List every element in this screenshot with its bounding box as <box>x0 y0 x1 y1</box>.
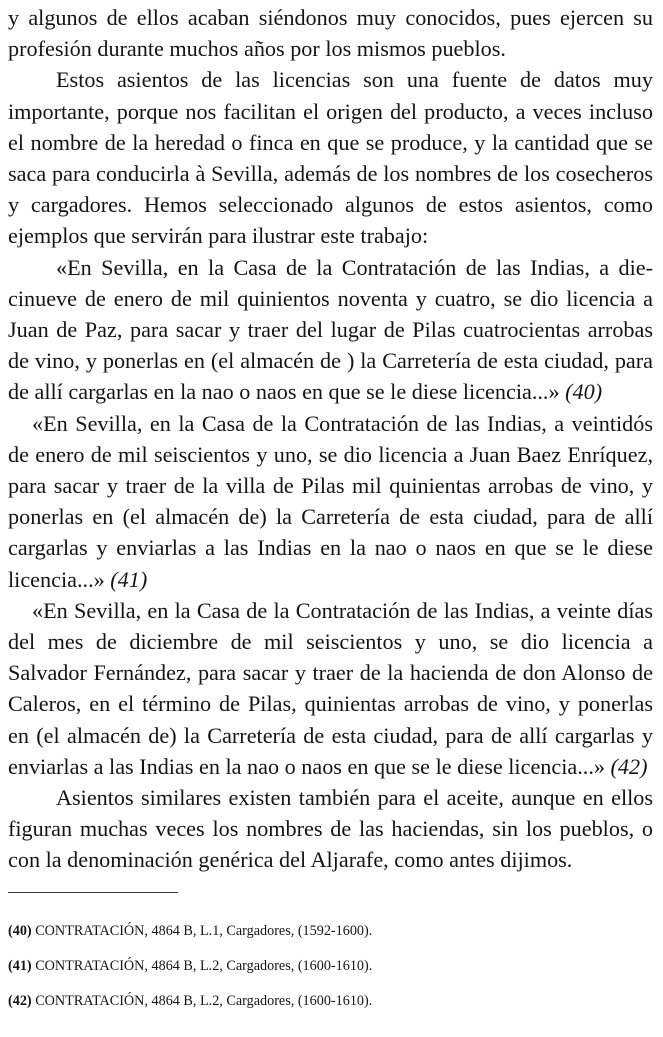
quote-2-footnote-ref[interactable]: (41) <box>110 566 148 592</box>
footnote-number: (40) <box>8 923 32 939</box>
paragraph-3 <box>8 782 653 876</box>
footnote-42 <box>8 992 653 1011</box>
paragraph-1-text: y algunos de ellos acaban siéndonos muy conocidos, pues ejercen su profesión durante muchos años por los mismos pueblos. <box>8 5 653 62</box>
paragraph-1 <box>8 2 653 64</box>
quote-2 <box>8 408 653 595</box>
footnote-40 <box>8 922 653 941</box>
paragraph-3-text: Asientos similares existen también para el aceite, aunque en ellos figuran muchas veces los nombres de las haciendas, sin los pueblos, o con la denominación genérica del Aljarafe, como antes dijimos. <box>8 785 653 873</box>
page-body <box>8 2 653 876</box>
quote-3 <box>8 595 653 782</box>
quote-1 <box>8 252 653 408</box>
quote-3-footnote-ref[interactable]: (42) <box>610 753 648 779</box>
paragraph-2 <box>8 64 653 251</box>
footnote-41 <box>8 957 653 976</box>
footnotes <box>8 922 653 1027</box>
quote-1-footnote-ref[interactable]: (40) <box>565 379 603 405</box>
quote-1-text: «En Sevilla, en la Casa de la Contratación de las Indias, a diecinueve de enero de mil quinientos noventa y cuatro, se dio licencia a Juan de Paz, para sacar y traer del lugar de Pilas cuatrocientas arrobas de vino, y ponerlas en (el almacén de ) la Carretería de esta ciudad, para de allí cargarlas en la nao o naos en que se le diese licencia...» <box>8 254 653 405</box>
footnote-number: (41) <box>8 958 32 974</box>
quote-2-text: «En Sevilla, en la Casa de la Contratación de las Indias, a veintidós de enero de mil seiscientos y uno, se dio licencia a Juan Baez Enríquez, para sacar y traer de la villa de Pilas mil quinientas arrobas de vino, y ponerlas en (el almacén de) la Carretería de esta ciudad, para de allí cargarlas y enviarlas a las Indias en la nao o naos en que se le diese licencia...» <box>8 410 653 592</box>
footnote-number: (42) <box>8 993 32 1009</box>
footnote-text: CONTRATACIÓN, 4864 B, L.2, Cargadores, (1600-1610). <box>35 958 373 974</box>
footnote-text: CONTRATACIÓN, 4864 B, L.1, Cargadores, (1592-1600). <box>35 923 373 939</box>
footnote-text: CONTRATACIÓN, 4864 B, L.2, Cargadores, (1600-1610). <box>35 993 373 1009</box>
footnote-separator <box>8 892 178 893</box>
paragraph-2-text: Estos asientos de las licencias son una fuente de datos muy importante, porque nos facilitan el origen del producto, a veces incluso el nombre de la heredad o finca en que se produce, y la cantidad que se saca para conducirla à Sevilla, además de los nombres de los cosecheros y cargadores. Hemos seleccionado algunos de estos asientos, como ejemplos que servirán para ilustrar este trabajo: <box>8 67 653 249</box>
quote-3-text: «En Sevilla, en la Casa de la Contratación de las Indias, a veinte días del mes de diciembre de mil seiscientos y uno, se dio licencia a Salvador Fernández, para sacar y traer de la hacienda de don Alonso de Caleros, en el término de Pilas, quinientas arrobas de vino, y ponerlas en (el almacén de) la Carretería de esta ciudad, para de allí cargarlas y enviarlas a las Indias en la nao o naos en que se le diese licencia...» <box>8 597 653 779</box>
